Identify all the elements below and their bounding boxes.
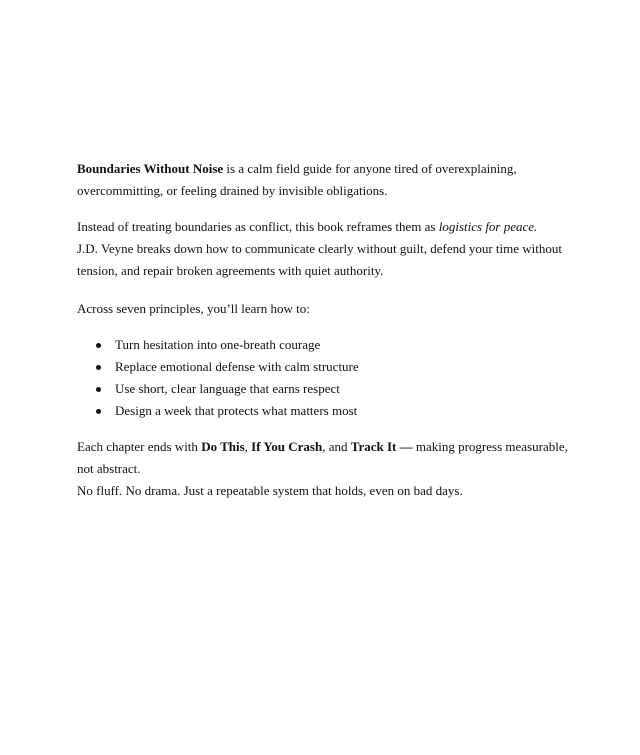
- principles-lead: Across seven principles, you’ll learn how to:: [77, 301, 310, 316]
- book-title: Boundaries Without Noise: [77, 161, 224, 176]
- reframe-text-1: Instead of treating boundaries as conflict, this book reframes them as: [77, 219, 439, 234]
- closing-post: making progress measurable, not abstract.: [77, 439, 568, 476]
- closing-pre: Each chapter ends with: [77, 439, 202, 454]
- reframe-text-2: J.D. Veyne breaks down how to communicate clearly without guilt, defend your time without tension, and repair broken agreements with quiet authority.: [77, 241, 562, 278]
- term-do-this: Do This: [201, 439, 245, 454]
- list-item: [96, 334, 577, 356]
- bullet-icon: [96, 365, 101, 370]
- intro-text: is a calm field guide for anyone tired of overexplaining, overcommitting, or feeling drained by invisible obligations.: [77, 161, 517, 198]
- bullet-icon: [96, 409, 101, 414]
- bullet-icon: [96, 343, 101, 348]
- principles-list: [77, 334, 577, 422]
- book-description: [77, 158, 577, 502]
- list-item-text: Replace emotional defense with calm structure: [115, 359, 359, 374]
- reframe-emphasis: logistics for peace.: [438, 219, 538, 234]
- closing-sep-2: , and: [322, 439, 351, 454]
- closing-sep-1: ,: [244, 439, 252, 454]
- closing-final: No fluff. No drama. Just a repeatable system that holds, even on bad days.: [77, 483, 463, 498]
- list-item: [96, 378, 577, 400]
- intro-paragraph: [77, 158, 577, 202]
- term-track-it: Track It —: [350, 439, 413, 454]
- list-item-text: Use short, clear language that earns respect: [115, 381, 340, 396]
- reframe-paragraph: [77, 216, 577, 282]
- closing-paragraph: [77, 436, 577, 502]
- list-item: [96, 400, 577, 422]
- bullet-icon: [96, 387, 101, 392]
- list-item-text: Turn hesitation into one-breath courage: [115, 337, 321, 352]
- list-item: [96, 356, 577, 378]
- term-if-you-crash: If You Crash: [251, 439, 323, 454]
- list-item-text: Design a week that protects what matters most: [115, 403, 358, 418]
